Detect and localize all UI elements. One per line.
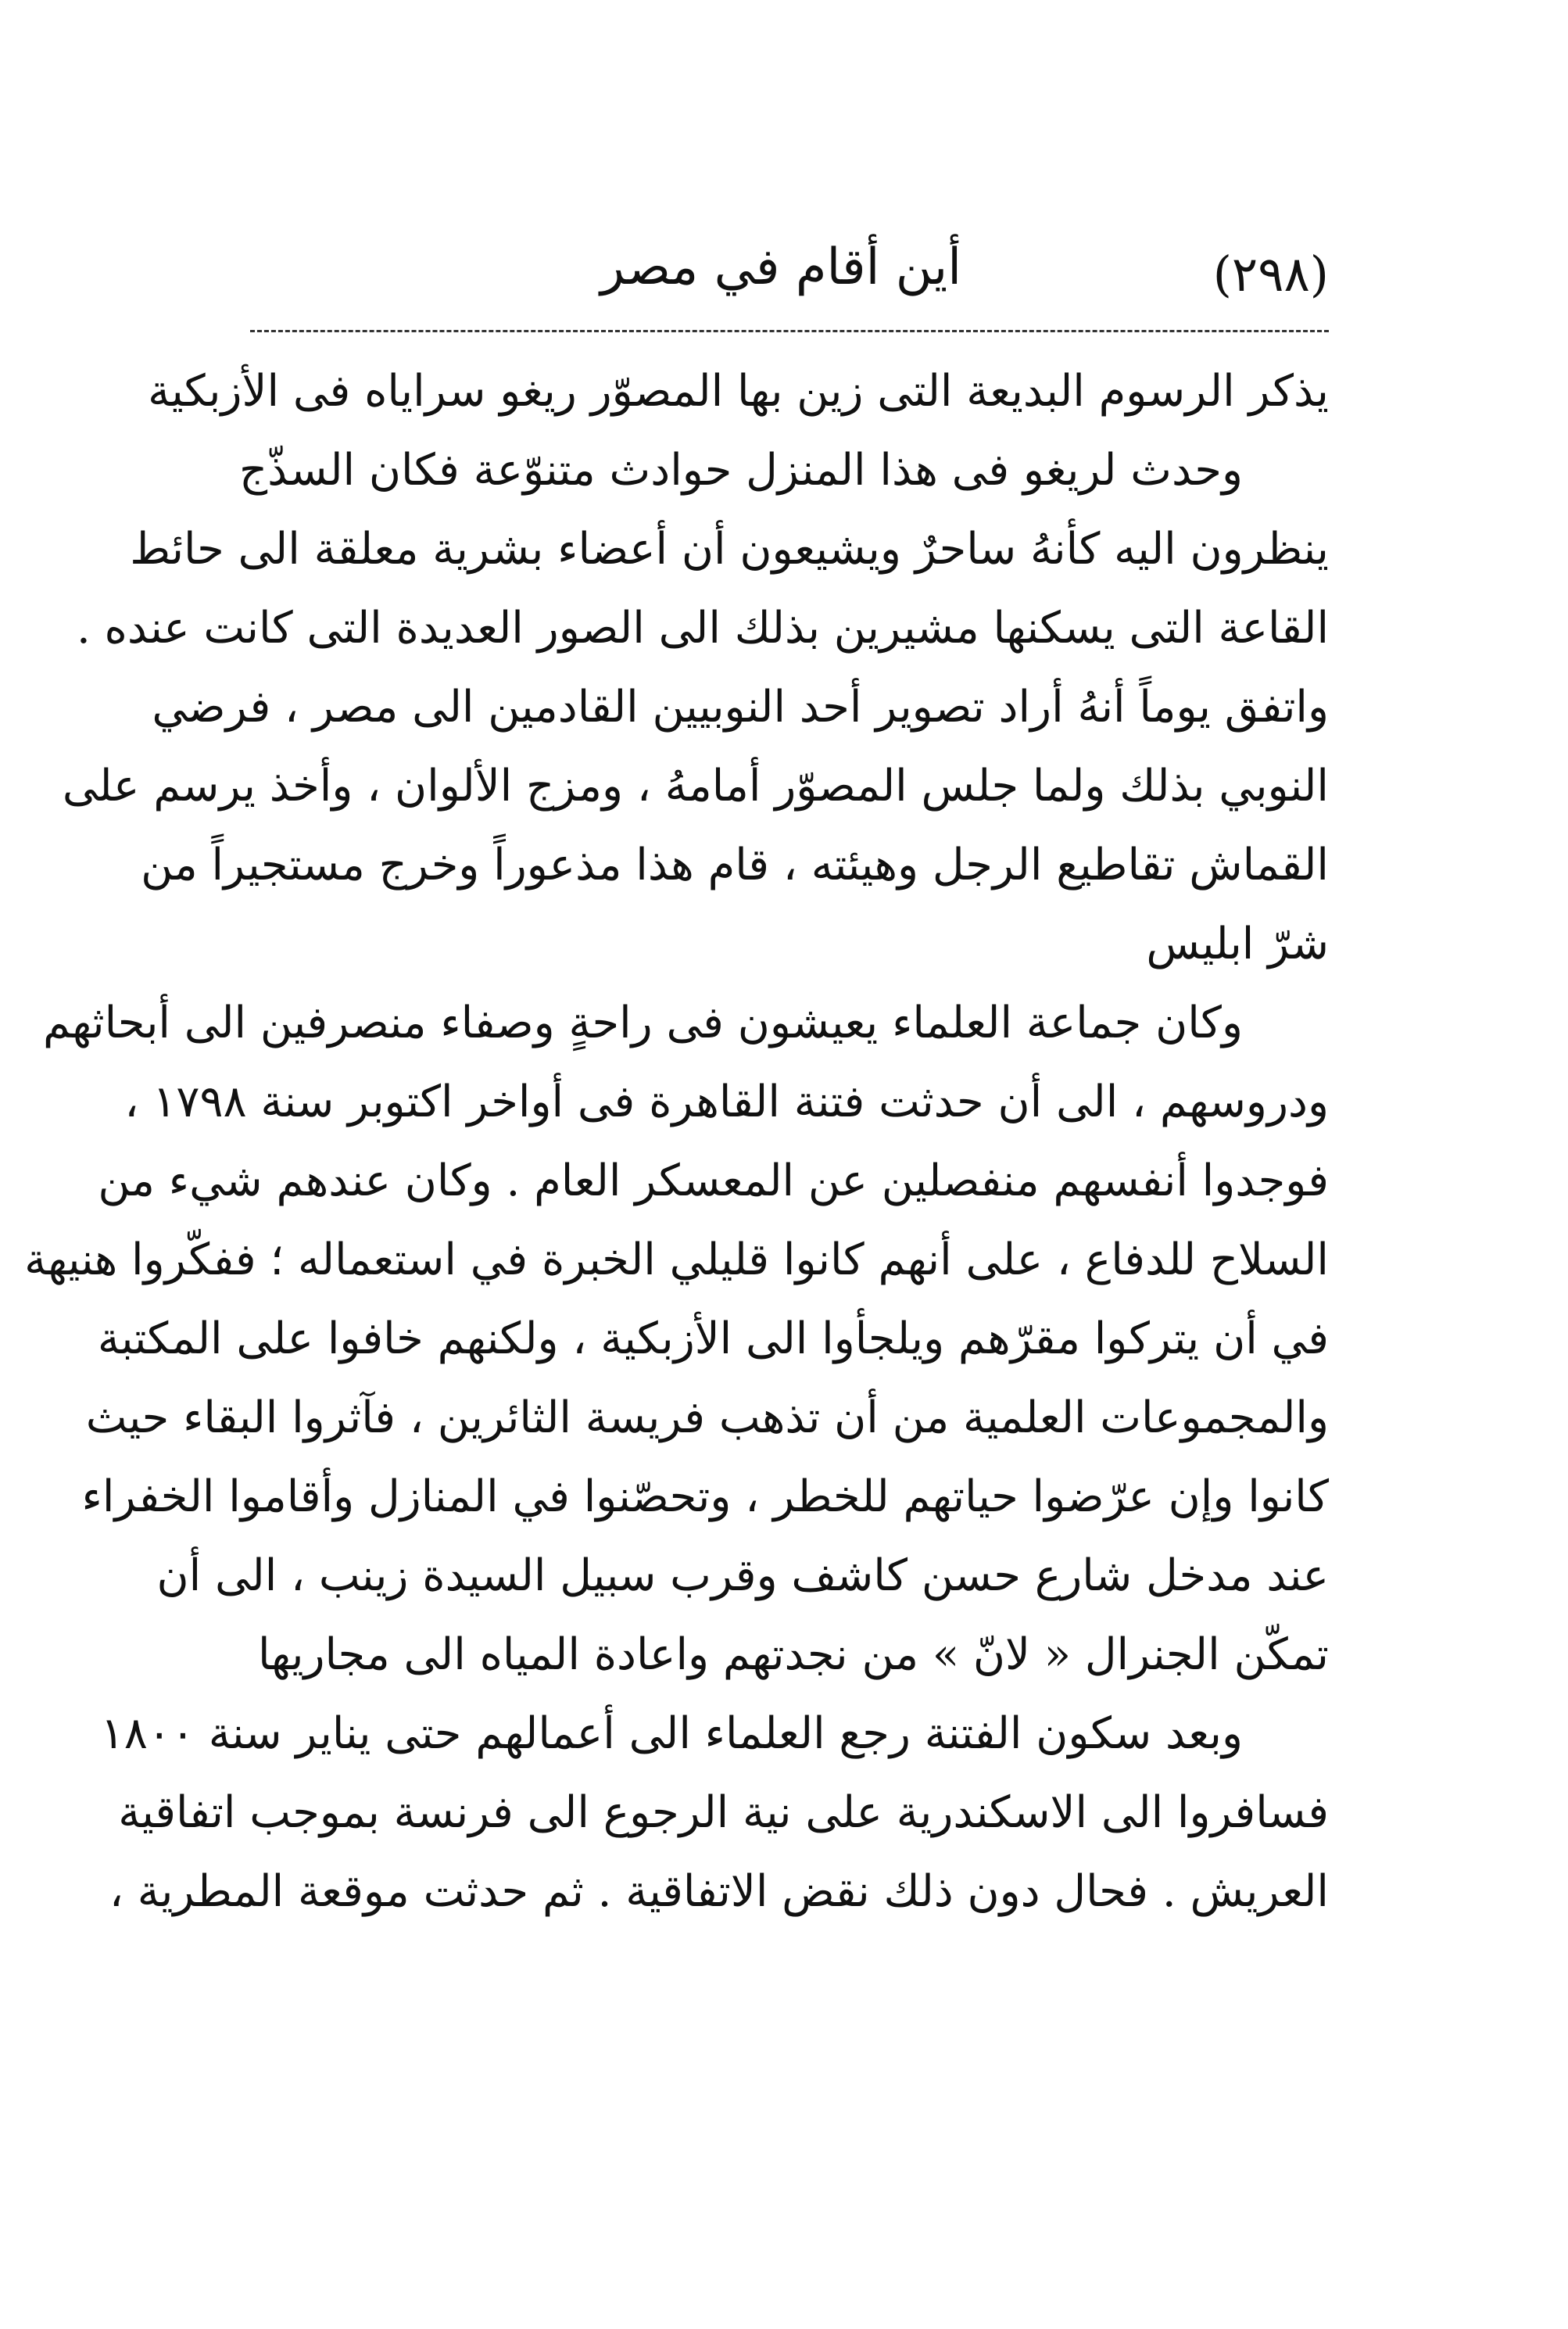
text-line: فوجدوا أنفسهم منفصلين عن المعسكر العام . وكان عندهم شيء من (98, 1156, 1329, 1206)
text-line: شرّ ابليس (1146, 919, 1329, 969)
text-line: عند مدخل شارع حسن كاشف وقرب سبيل السيدة زينب ، الى أن (156, 1550, 1329, 1601)
text-line: يذكر الرسوم البديعة التى زين بها المصوّر ريغو سراياه فى الأزبكية (148, 366, 1329, 417)
text-line: وكان جماعة العلماء يعيشون فى راحةٍ وصفاء منصرفين الى أبحاثهم (42, 998, 1243, 1048)
text-line: ينظرون اليه كأنهُ ساحرٌ ويشيعون أن أعضاء بشرية معلقة الى حائط (130, 524, 1329, 575)
text-line: واتفق يوماً أنهُ أراد تصوير أحد النوبيين القادمين الى مصر ، فرضي (152, 682, 1329, 733)
text-line: وبعد سكون الفتنة رجع العلماء الى أعمالهم حتى يناير سنة ١٨٠٠ (100, 1708, 1243, 1759)
text-line: فسافروا الى الاسكندرية على نية الرجوع الى فرنسة بموجب اتفاقية (118, 1787, 1329, 1838)
body-text (24, 352, 1329, 1931)
page-header (250, 235, 1329, 328)
text-line: العريش . فحال دون ذلك نقض الاتفاقية . ثم حدثت موقعة المطرية ، (109, 1866, 1329, 1917)
page-number: (٢٩٨) (1212, 245, 1329, 303)
text-line: السلاح للدفاع ، على أنهم كانوا قليلي الخبرة في استعماله ؛ ففكّروا هنيهة (24, 1234, 1329, 1285)
running-title: أين أقام في مصر (600, 238, 961, 296)
text-line: وحدث لريغو فى هذا المنزل حوادث متنوّعة فكان السذّج (238, 445, 1243, 496)
text-line: ودروسهم ، الى أن حدثت فتنة القاهرة فى أواخر اكتوبر سنة ١٧٩٨ ، (124, 1077, 1329, 1127)
header-rule (250, 330, 1329, 332)
text-line: القماش تقاطيع الرجل وهيئته ، قام هذا مذعوراً وخرج مستجيراً من (141, 840, 1329, 890)
text-line: كانوا وإن عرّضوا حياتهم للخطر ، وتحصّنوا في المنازل وأقاموا الخفراء (81, 1471, 1329, 1522)
text-line: والمجموعات العلمية من أن تذهب فريسة الثائرين ، فآثروا البقاء حيث (85, 1392, 1329, 1443)
text-line: القاعة التى يسكنها مشيرين بذلك الى الصور العديدة التى كانت عنده . (76, 603, 1329, 654)
text-line: النوبي بذلك ولما جلس المصوّر أمامهُ ، ومزج الألوان ، وأخذ يرسم على (62, 761, 1329, 812)
text-line: في أن يتركوا مقرّهم ويلجأوا الى الأزبكية ، ولكنهم خافوا على المكتبة (97, 1313, 1329, 1364)
text-line: تمكّن الجنرال « لانّ » من نجدتهم واعادة المياه الى مجاريها (257, 1629, 1329, 1680)
